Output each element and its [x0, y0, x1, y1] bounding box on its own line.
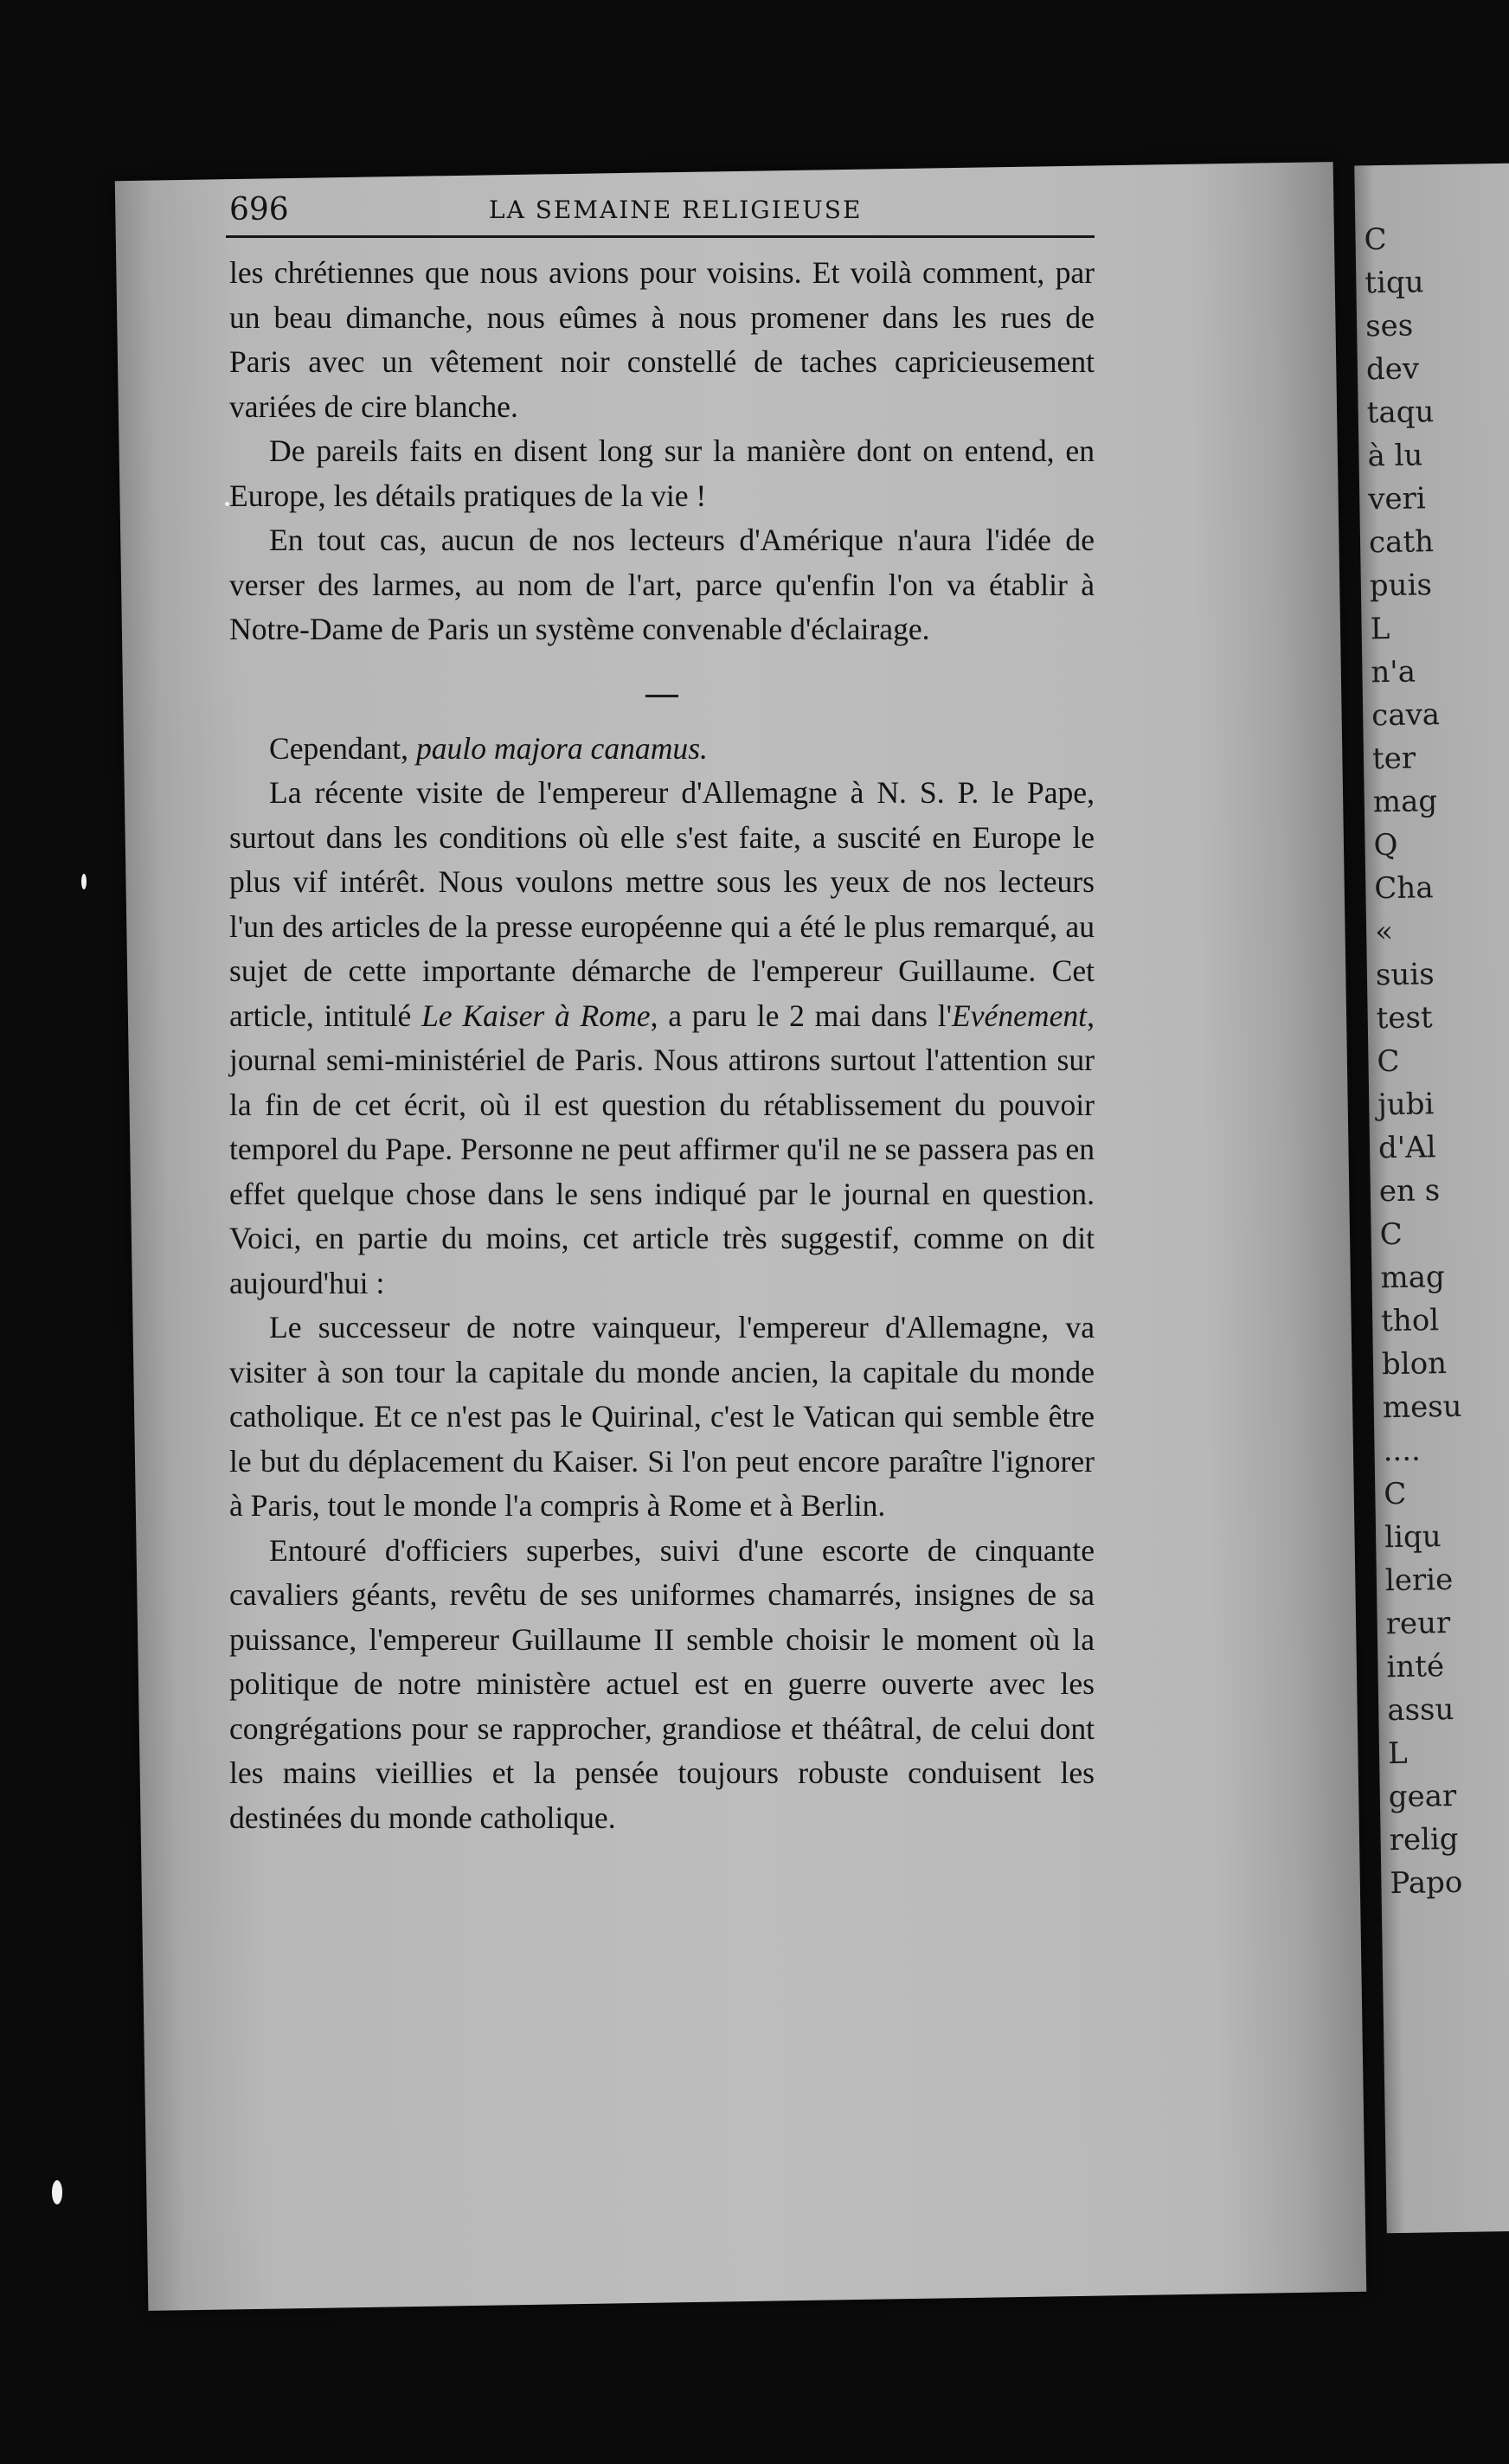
adjacent-page-fragment: mag	[1372, 784, 1438, 820]
paragraph-5	[229, 771, 1095, 1306]
quoted-paragraph-1: Le successeur de notre vainqueur, l'empereur d'Allemagne, va visiter à son tour la capitale du monde ancien, la capitale du monde catholique. Et ce n'est pas le Quirinal, c'est le Vatican qui semble être le but du déplacement du Kaiser. Si l'on peut encore paraître l'ignorer à Paris, tout le monde l'a compris à Rome et à Berlin.	[229, 1310, 1095, 1523]
adjacent-page-fragment: dev	[1365, 351, 1420, 388]
running-title: LA SEMAINE RELIGIEUSE	[489, 196, 863, 224]
adjacent-page-fragment: ....	[1383, 1433, 1422, 1469]
adjacent-page-fragment: C	[1379, 1216, 1403, 1253]
adjacent-page-fragment: Q	[1373, 827, 1398, 863]
adjacent-page-fragment: tiqu	[1365, 265, 1424, 301]
adjacent-page-fragment: inté	[1386, 1649, 1445, 1685]
dust-speck	[52, 2180, 62, 2204]
paragraph-5-part-a: La récente visite de l'empereur d'Allemagne à N. S. P. le Pape, surtout dans les conditions où elle s'est faite, a suscité en Europe le plus vif intérêt. Nous voulons mettre sous les yeux de nos lecteurs l'un des articles de la presse européenne qui a été le plus remarqué, au sujet de cette importante démarche de l'empereur Guillaume. Cet article, intitulé	[229, 775, 1095, 1033]
adjacent-page-fragment: ses	[1365, 308, 1414, 344]
adjacent-page-fragment: Cha	[1374, 870, 1434, 907]
paragraph-4	[229, 727, 1095, 772]
paragraph-4-lead: Cependant,	[269, 730, 416, 766]
adjacent-page-fragment: L	[1387, 1736, 1408, 1772]
paragraph-3: En tout cas, aucun de nos lecteurs d'Amérique n'aura l'idée de verser des larmes, au nom de l'art, parce qu'enfin l'on va établir à Notre-Dame de Paris un système convenable d'éclairage.	[229, 523, 1095, 646]
adjacent-page-fragment: test	[1376, 1000, 1433, 1036]
adjacent-page-fragment: liqu	[1384, 1519, 1442, 1556]
page-body	[229, 251, 1095, 1840]
adjacent-page-fragment: assu	[1386, 1691, 1454, 1729]
adjacent-page-fragment: thol	[1380, 1303, 1440, 1339]
adjacent-page-fragment: reur	[1385, 1606, 1451, 1642]
page-number: 696	[229, 192, 289, 228]
newspaper-name: Evénement	[952, 998, 1088, 1033]
header-rule	[226, 235, 1095, 238]
paragraph-5-part-b: , a paru le 2 mai dans l'	[650, 998, 953, 1033]
adjacent-page-fragment: à lu	[1367, 438, 1423, 474]
adjacent-page-fragment: mesu	[1382, 1389, 1462, 1426]
paragraph-5-part-c: , journal semi-ministériel de Paris. Nous attirons surtout l'attention sur la fin de cet écrit, où il est question du rétablissement du pouvoir temporel du Pape. Personne ne peut affirmer qu'il ne se passera pas en effet quelque chose dans le sens indiqué par le journal en question. Voici, en partie du moins, cet article très suggestif, comme on dit aujourd'hui :	[229, 998, 1095, 1300]
adjacent-page-fragment: relig	[1389, 1821, 1459, 1858]
adjacent-page-fragment: ter	[1371, 741, 1416, 777]
quoted-paragraph-2: Entouré d'officiers superbes, suivi d'une escorte de cinquante cavaliers géants, revêtu de ses uniformes chamarrés, insignes de sa puissance, l'empereur Guillaume II semble choisir le moment où la politique de notre ministère actuel est en guerre ouverte avec les congrégations pour se rapprocher, grandiose et théâtral, de celui dont les mains vieillies et la pensée toujours robuste conduisent les destinées du monde catholique.	[229, 1532, 1095, 1835]
dust-speck	[225, 502, 229, 506]
adjacent-page-fragment: mag	[1380, 1260, 1446, 1296]
page-header	[229, 192, 1095, 244]
adjacent-page-fragment: cava	[1371, 697, 1441, 734]
adjacent-page-fragment: C	[1377, 1043, 1400, 1080]
adjacent-page-fragment: jubi	[1377, 1087, 1435, 1123]
adjacent-page-fragment: gear	[1388, 1778, 1457, 1815]
adjacent-page-fragment: cath	[1368, 524, 1435, 561]
adjacent-page-fragment: d'Al	[1377, 1130, 1436, 1166]
latin-quote: paulo majora canamus.	[415, 730, 708, 766]
adjacent-page-fragment: Papo	[1390, 1864, 1463, 1902]
adjacent-page-fragment: «	[1374, 914, 1394, 950]
paragraph-2: De pareils faits en disent long sur la manière dont on entend, en Europe, les détails pratiques de la vie !	[229, 433, 1095, 513]
adjacent-page-fragment: L	[1370, 611, 1390, 647]
adjacent-page-fragment: C	[1364, 221, 1387, 258]
adjacent-page-fragment: puis	[1369, 568, 1433, 604]
adjacent-page-fragment: lerie	[1384, 1562, 1454, 1599]
section-separator	[229, 671, 1095, 706]
adjacent-page-fragment: n'a	[1371, 654, 1416, 690]
adjacent-page-fragment: en s	[1378, 1173, 1441, 1210]
paragraph-1: les chrétiennes que nous avions pour voisins. Et voilà comment, par un beau dimanche, nous eûmes à nous promener dans les rues de Paris avec un vêtement noir constellé de taches capricieusement variées de cire blanche.	[229, 255, 1095, 424]
adjacent-page-fragment: blon	[1381, 1346, 1448, 1383]
adjacent-page-fragment: veri	[1367, 481, 1427, 517]
adjacent-page-fragment: suis	[1375, 957, 1435, 993]
article-title: Le Kaiser à Rome	[421, 998, 651, 1033]
adjacent-page-fragment: C	[1384, 1476, 1407, 1512]
dust-speck	[81, 874, 87, 889]
adjacent-page-fragment: taqu	[1366, 395, 1435, 431]
